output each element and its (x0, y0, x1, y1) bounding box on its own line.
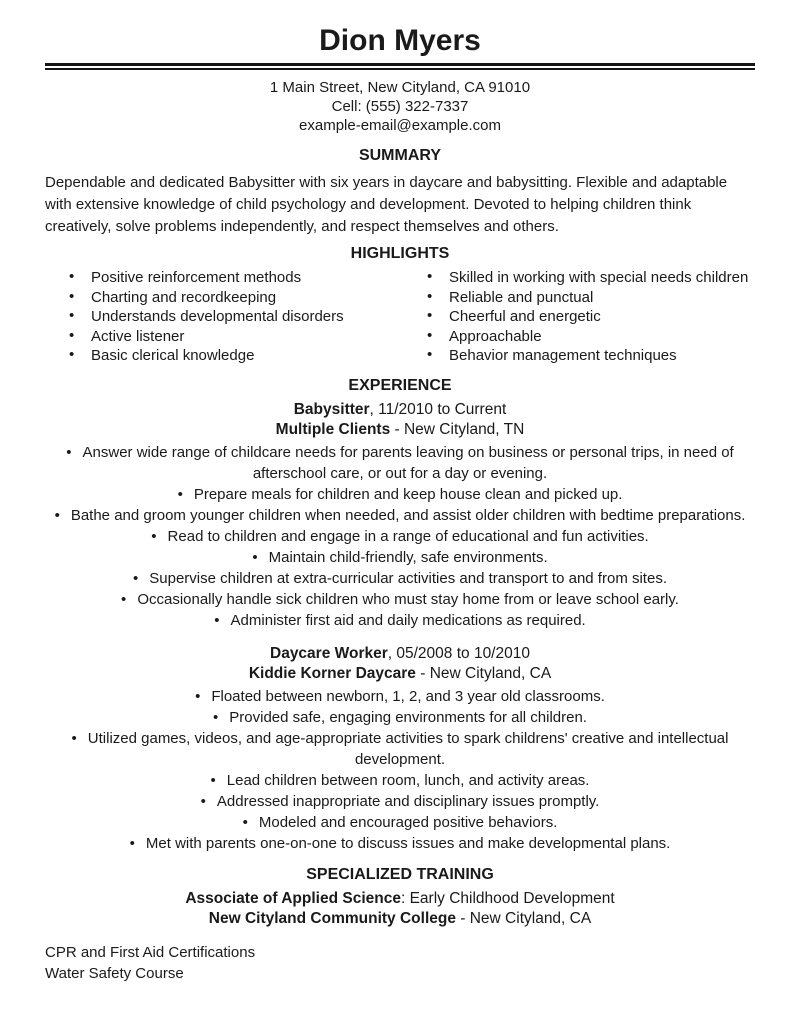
highlight-item (67, 327, 397, 347)
highlights-right-column (403, 268, 755, 366)
job-company: Kiddie Korner Daycare (248, 664, 416, 682)
experience-bullet-text: Lead children between room, lunch, and activity areas. (226, 771, 590, 789)
bullet-icon: • (214, 611, 220, 629)
training-school-location: - New Cityland, CA (455, 909, 592, 927)
experience-bullet-list (45, 442, 755, 631)
highlight-text: Active listener (91, 327, 185, 345)
bullet-icon: • (210, 771, 216, 789)
experience-bullet-text: Modeled and encouraged positive behaviors. (258, 813, 558, 831)
experience-bullet-text: Provided safe, engaging environments for all children. (229, 708, 587, 726)
highlight-text: Approachable (449, 327, 542, 345)
contact-phone: Cell: (555) 322-7337 (331, 98, 469, 115)
experience-bullet-text: Floated between newborn, 1, 2, and 3 year old classrooms. (211, 687, 605, 705)
training-school-line (45, 909, 755, 929)
bullet-icon: • (427, 346, 433, 363)
job-title: Daycare Worker (270, 644, 388, 662)
experience-bullet-item (45, 589, 755, 610)
experience-bullet-item (45, 442, 755, 484)
bullet-icon: • (69, 346, 75, 363)
highlight-item (67, 268, 397, 288)
experience-bullet-text: Occasionally handle sick children who must stay home from or leave school early. (137, 590, 679, 608)
bullet-icon: • (129, 834, 135, 852)
highlight-item (425, 307, 755, 327)
experience-bullet-item (45, 791, 755, 812)
bullet-icon: • (69, 287, 75, 305)
experience-bullet-item (45, 707, 755, 728)
job-dates: , 11/2010 to Current (369, 400, 507, 418)
experience-bullet-item (45, 812, 755, 833)
job-title-line (45, 644, 755, 664)
job-header (45, 644, 755, 684)
bullet-icon: • (427, 268, 433, 285)
bullet-icon: • (195, 687, 201, 705)
highlights-left-column (45, 268, 397, 366)
experience-bullet-item (45, 547, 755, 568)
highlight-item (67, 288, 397, 308)
experience-bullet-item (45, 610, 755, 631)
bullet-icon: • (252, 548, 258, 566)
training-school: New Cityland Community College (208, 909, 456, 927)
experience-bullet-text: Read to children and engage in a range of educational and fun activities. (167, 527, 649, 545)
bullet-icon: • (177, 485, 183, 503)
highlight-text: Charting and recordkeeping (91, 288, 277, 306)
experience-bullet-text: Answer wide range of childcare needs for parents leaving on business or personal trips, in need of afterschool care, or out for a day or evening. (82, 443, 734, 482)
job-location: - New Cityland, CA (415, 664, 552, 682)
job-dates: , 05/2008 to 10/2010 (387, 644, 530, 662)
highlights-grid (45, 268, 755, 366)
experience-bullet-text: Bathe and groom younger children when needed, and assist older children with bedtime preparations. (70, 506, 746, 524)
contact-address: 1 Main Street, New Cityland, CA 91010 (269, 79, 531, 96)
certification-line: Water Safety Course (45, 965, 184, 982)
experience-bullet-item (45, 526, 755, 547)
training-degree-line (45, 889, 755, 909)
bullet-icon: • (121, 590, 127, 608)
contact-email: example-email@example.com (299, 117, 501, 134)
training-block (45, 889, 755, 929)
experience-bullet-text: Maintain child-friendly, safe environments. (268, 548, 548, 566)
highlight-text: Reliable and punctual (449, 288, 594, 306)
job-header (45, 400, 755, 440)
highlight-item (67, 307, 397, 327)
experience-bullet-list (45, 686, 755, 854)
highlight-item (67, 346, 397, 366)
header-divider (45, 63, 755, 70)
highlight-text: Cheerful and energetic (449, 308, 601, 325)
job-title-line (45, 400, 755, 420)
highlight-text: Understands developmental disorders (91, 308, 344, 325)
bullet-icon: • (66, 443, 72, 461)
bullet-icon: • (69, 268, 75, 285)
highlight-item (425, 288, 755, 308)
experience-bullet-text: Addressed inappropriate and disciplinary issues promptly. (216, 792, 600, 810)
experience-bullet-text: Supervise children at extra-curricular activities and transport to and from sites. (149, 569, 667, 587)
bullet-icon: • (54, 506, 60, 524)
bullet-icon: • (427, 287, 433, 305)
section-heading-summary: SUMMARY (358, 147, 442, 164)
bullet-icon: • (427, 307, 433, 324)
experience-bullet-item (45, 505, 755, 526)
experience-bullet-text: Administer first aid and daily medications as required. (230, 611, 586, 629)
bullet-icon: • (69, 307, 75, 324)
highlight-text: Positive reinforcement methods (91, 269, 302, 286)
training-degree: Associate of Applied Science (185, 889, 401, 907)
job-location: - New Cityland, TN (390, 420, 525, 438)
experience-bullet-text: Met with parents one-on-one to discuss issues and make developmental plans. (145, 834, 671, 852)
job-company-line (45, 420, 755, 440)
experience-bullet-item (45, 728, 755, 770)
experience-bullet-text: Utilized games, videos, and age-appropriate activities to spark childrens' creative and intellectual development. (87, 729, 729, 768)
summary-text: Dependable and dedicated Babysitter with six years in daycare and babysitting. Flexible and adaptable with extensive knowledge of child psychology and development. Devoted to helping children think creatively, solve problems independently, and respect themselves and others. (45, 174, 728, 235)
experience-bullet-item (45, 686, 755, 707)
job-title: Babysitter (293, 400, 370, 418)
job-company-line (45, 664, 755, 684)
highlight-text: Behavior management techniques (449, 347, 677, 364)
highlight-item (425, 346, 755, 366)
bullet-icon: • (151, 527, 157, 545)
certifications-block (45, 942, 755, 985)
highlight-item (425, 327, 755, 347)
bullet-icon: • (69, 326, 75, 344)
experience-bullet-item (45, 770, 755, 791)
resume-name: Dion Myers (319, 24, 481, 57)
bullet-icon: • (242, 813, 248, 831)
bullet-icon: • (213, 708, 219, 726)
bullet-icon: • (71, 729, 77, 747)
training-degree-detail: : Early Childhood Development (400, 889, 615, 907)
highlight-text: Skilled in working with special needs children (449, 269, 749, 286)
highlight-item (425, 268, 755, 288)
section-heading-training: SPECIALIZED TRAINING (306, 865, 494, 883)
job-company: Multiple Clients (275, 420, 391, 438)
experience-bullet-item (45, 568, 755, 589)
certification-line: CPR and First Aid Certifications (45, 943, 256, 961)
experience-bullet-item (45, 484, 755, 505)
bullet-icon: • (133, 569, 139, 587)
bullet-icon: • (427, 326, 433, 344)
experience-bullet-item (45, 833, 755, 854)
experience-bullet-text: Prepare meals for children and keep house clean and picked up. (193, 485, 623, 503)
highlight-text: Basic clerical knowledge (91, 347, 255, 364)
section-heading-highlights: HIGHLIGHTS (350, 245, 450, 262)
section-heading-experience: EXPERIENCE (348, 376, 452, 394)
contact-block (45, 78, 755, 135)
bullet-icon: • (200, 792, 206, 810)
